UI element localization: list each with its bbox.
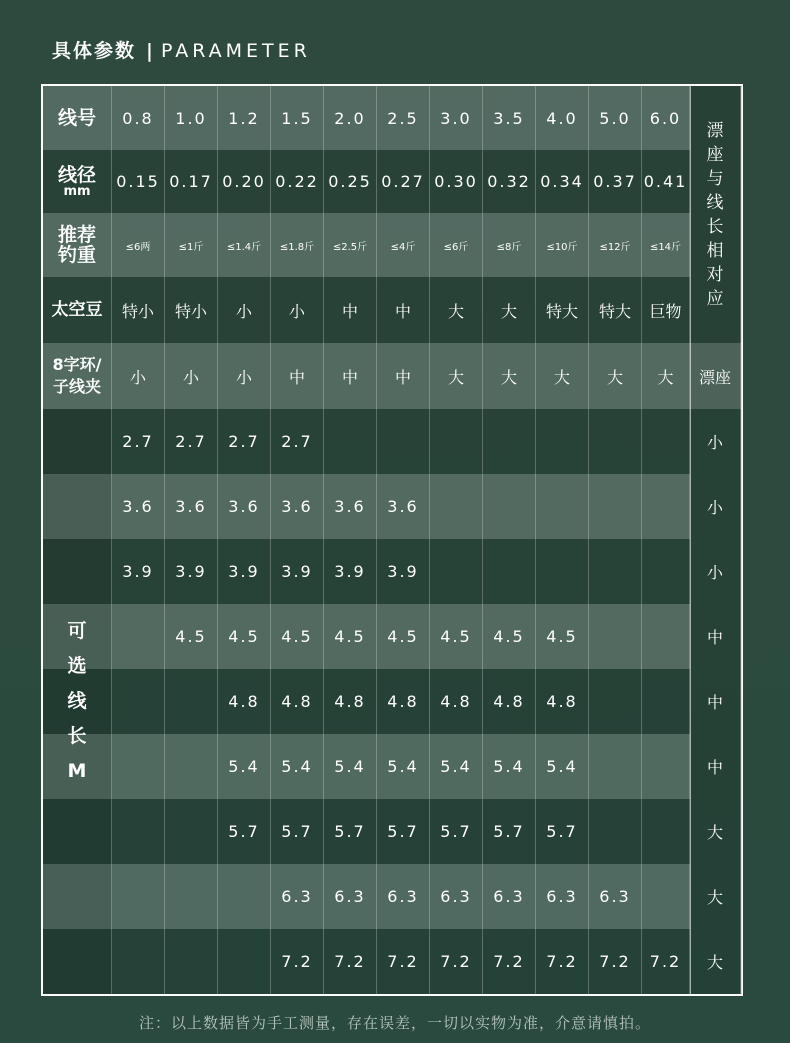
side-header-char: 对 <box>706 264 724 285</box>
length-cell: 3.6 <box>271 474 324 539</box>
label-diameter-text: 线径 <box>57 164 96 186</box>
seat-size-cell: 小 <box>690 539 741 604</box>
label-diameter <box>43 150 112 213</box>
length-cell: 4.8 <box>218 669 271 734</box>
length-cell <box>112 604 165 669</box>
length-cell <box>536 474 589 539</box>
bean-cell: 特大 <box>536 277 589 343</box>
diameter-cell: 0.27 <box>377 150 430 213</box>
bean-cell: 中 <box>324 277 377 343</box>
length-cell: 3.9 <box>112 539 165 604</box>
length-cell: 2.7 <box>271 409 324 474</box>
length-cell: 7.2 <box>377 929 430 994</box>
length-cell: 3.9 <box>324 539 377 604</box>
label-weight <box>43 213 112 277</box>
length-cell <box>430 409 483 474</box>
length-cell <box>324 409 377 474</box>
weight-cell: ≤12斤 <box>589 213 642 277</box>
length-cell <box>112 929 165 994</box>
length-cell: 5.4 <box>324 734 377 799</box>
ring-cell: 大 <box>430 343 483 409</box>
length-cell <box>589 474 642 539</box>
line-number-cell: 3.5 <box>483 86 536 150</box>
ring-cell: 大 <box>589 343 642 409</box>
length-cell: 4.5 <box>377 604 430 669</box>
diameter-cell: 0.22 <box>271 150 324 213</box>
length-cell <box>642 734 690 799</box>
diameter-cell: 0.34 <box>536 150 589 213</box>
length-cell: 5.7 <box>536 799 589 864</box>
length-cell <box>218 864 271 929</box>
ring-cell: 中 <box>377 343 430 409</box>
length-cell <box>165 799 218 864</box>
length-cell: 3.9 <box>218 539 271 604</box>
length-cell <box>430 474 483 539</box>
length-cell <box>589 734 642 799</box>
diameter-cell: 0.17 <box>165 150 218 213</box>
length-cell: 7.2 <box>642 929 690 994</box>
line-number-cell: 6.0 <box>642 86 690 150</box>
length-cell <box>165 669 218 734</box>
label-line-no: 线号 <box>43 86 112 150</box>
length-cell: 3.9 <box>377 539 430 604</box>
side-header-char: 应 <box>706 288 724 309</box>
weight-cell: ≤1.8斤 <box>271 213 324 277</box>
length-cell: 4.5 <box>271 604 324 669</box>
length-cell: 4.5 <box>324 604 377 669</box>
diameter-cell: 0.25 <box>324 150 377 213</box>
seat-size-cell: 小 <box>690 474 741 539</box>
length-cell <box>165 929 218 994</box>
diameter-cell: 0.20 <box>218 150 271 213</box>
diameter-cell: 0.37 <box>589 150 642 213</box>
weight-cell: ≤2.5斤 <box>324 213 377 277</box>
length-cell: 4.5 <box>483 604 536 669</box>
length-cell <box>430 539 483 604</box>
length-cell <box>483 474 536 539</box>
bean-cell: 小 <box>271 277 324 343</box>
length-cell: 5.4 <box>271 734 324 799</box>
length-cell <box>642 864 690 929</box>
weight-cell: ≤6斤 <box>430 213 483 277</box>
seat-size-cell: 大 <box>690 929 741 994</box>
length-cell <box>377 409 430 474</box>
parameter-table <box>41 84 743 996</box>
seat-size-cell: 大 <box>690 799 741 864</box>
ring-cell: 小 <box>165 343 218 409</box>
diameter-cell: 0.15 <box>112 150 165 213</box>
side-header-char: 座 <box>706 144 724 165</box>
bean-cell: 特大 <box>589 277 642 343</box>
length-cell <box>536 539 589 604</box>
length-cell <box>112 864 165 929</box>
length-cell: 2.7 <box>218 409 271 474</box>
length-cell <box>165 734 218 799</box>
length-cell: 6.3 <box>271 864 324 929</box>
length-cell <box>642 539 690 604</box>
line-number-cell: 2.5 <box>377 86 430 150</box>
label-bean: 太空豆 <box>43 277 112 343</box>
weight-cell: ≤8斤 <box>483 213 536 277</box>
label-length-char: 可 <box>67 620 87 642</box>
label-ring-ring_line1: 8字环/ <box>52 355 102 374</box>
length-cell: 4.5 <box>218 604 271 669</box>
label-weight-weight_line2: 钓重 <box>57 244 96 266</box>
line-number-cell: 1.5 <box>271 86 324 150</box>
bean-cell: 小 <box>218 277 271 343</box>
length-cell: 5.4 <box>377 734 430 799</box>
length-cell: 7.2 <box>324 929 377 994</box>
length-cell: 4.5 <box>165 604 218 669</box>
length-cell: 3.6 <box>218 474 271 539</box>
length-cell: 5.4 <box>218 734 271 799</box>
length-cell: 3.6 <box>165 474 218 539</box>
ring-cell: 大 <box>642 343 690 409</box>
line-number-cell: 4.0 <box>536 86 589 150</box>
label-length-char: 选 <box>67 655 87 677</box>
label-diameter-unit: mm <box>63 184 91 199</box>
footer-note: 注：以上数据皆为手工测量，存在误差，一切以实物为准，介意请慎拍。 <box>138 1014 651 1032</box>
diameter-cell: 0.30 <box>430 150 483 213</box>
seat-size-cell: 大 <box>690 864 741 929</box>
weight-cell: ≤10斤 <box>536 213 589 277</box>
length-cell: 5.4 <box>536 734 589 799</box>
line-number-cell: 3.0 <box>430 86 483 150</box>
length-cell: 7.2 <box>536 929 589 994</box>
length-cell: 6.3 <box>483 864 536 929</box>
side-header-char: 相 <box>706 240 724 261</box>
seat-size-cell: 中 <box>690 604 741 669</box>
length-cell <box>483 539 536 604</box>
ring-cell: 中 <box>324 343 377 409</box>
length-cell <box>112 669 165 734</box>
line-number-cell: 5.0 <box>589 86 642 150</box>
line-number-cell: 0.8 <box>112 86 165 150</box>
length-cell: 6.3 <box>536 864 589 929</box>
length-cell <box>218 929 271 994</box>
length-cell <box>483 409 536 474</box>
bean-cell: 特小 <box>165 277 218 343</box>
length-cell <box>589 799 642 864</box>
side-header-char: 长 <box>706 216 724 237</box>
length-cell <box>165 864 218 929</box>
ring-cell: 中 <box>271 343 324 409</box>
side-header <box>690 86 741 343</box>
ring-cell: 大 <box>483 343 536 409</box>
length-cell <box>112 799 165 864</box>
length-cell: 5.7 <box>324 799 377 864</box>
label-length-char: 长 <box>67 725 87 747</box>
diameter-cell: 0.41 <box>642 150 690 213</box>
weight-cell: ≤1斤 <box>165 213 218 277</box>
ring-cell: 大 <box>536 343 589 409</box>
length-cell: 4.8 <box>271 669 324 734</box>
weight-cell: ≤6两 <box>112 213 165 277</box>
ring-cell: 小 <box>112 343 165 409</box>
side-header-char: 漂 <box>706 120 724 141</box>
length-cell: 3.6 <box>377 474 430 539</box>
length-cell <box>589 604 642 669</box>
length-cell: 4.8 <box>483 669 536 734</box>
length-cell: 7.2 <box>430 929 483 994</box>
length-cell <box>642 604 690 669</box>
length-cell: 7.2 <box>483 929 536 994</box>
length-cell: 4.8 <box>377 669 430 734</box>
label-length <box>43 409 112 994</box>
label-weight-weight_line1: 推荐 <box>57 224 96 246</box>
length-cell: 5.7 <box>218 799 271 864</box>
bean-cell: 大 <box>430 277 483 343</box>
length-cell: 5.7 <box>430 799 483 864</box>
side-header-char: 线 <box>706 192 724 213</box>
length-cell: 3.6 <box>112 474 165 539</box>
length-cell: 5.7 <box>271 799 324 864</box>
length-cell: 4.5 <box>430 604 483 669</box>
weight-cell: ≤4斤 <box>377 213 430 277</box>
label-ring <box>43 343 112 409</box>
length-cell <box>642 474 690 539</box>
seat-size-cell: 小 <box>690 409 741 474</box>
side-header-char: 与 <box>706 168 724 189</box>
line-number-cell: 1.0 <box>165 86 218 150</box>
length-cell: 6.3 <box>430 864 483 929</box>
length-cell: 4.8 <box>536 669 589 734</box>
length-cell: 7.2 <box>271 929 324 994</box>
length-cell: 4.5 <box>536 604 589 669</box>
length-cell: 6.3 <box>589 864 642 929</box>
diameter-cell: 0.32 <box>483 150 536 213</box>
length-cell: 5.4 <box>483 734 536 799</box>
length-cell: 3.6 <box>324 474 377 539</box>
length-cell <box>112 734 165 799</box>
title-en: PARAMETER <box>160 40 311 62</box>
side-seat-label: 漂座 <box>690 343 741 409</box>
bean-cell: 大 <box>483 277 536 343</box>
length-cell <box>589 409 642 474</box>
length-cell <box>642 799 690 864</box>
title-separator: | <box>146 40 155 62</box>
seat-size-cell: 中 <box>690 734 741 799</box>
bean-cell: 巨物 <box>642 277 690 343</box>
length-cell <box>642 409 690 474</box>
label-length-char: 线 <box>67 690 87 712</box>
length-cell <box>589 539 642 604</box>
length-cell: 5.7 <box>483 799 536 864</box>
page-title <box>52 36 311 63</box>
length-cell: 6.3 <box>324 864 377 929</box>
length-cell: 6.3 <box>377 864 430 929</box>
line-number-cell: 2.0 <box>324 86 377 150</box>
length-cell: 5.7 <box>377 799 430 864</box>
length-cell: 7.2 <box>589 929 642 994</box>
seat-size-cell: 中 <box>690 669 741 734</box>
bean-cell: 中 <box>377 277 430 343</box>
length-cell: 2.7 <box>165 409 218 474</box>
length-cell: 5.4 <box>430 734 483 799</box>
length-cell: 4.8 <box>430 669 483 734</box>
length-cell <box>642 669 690 734</box>
label-ring-ring_line2: 子线夹 <box>52 377 101 396</box>
ring-cell: 小 <box>218 343 271 409</box>
bean-cell: 特小 <box>112 277 165 343</box>
length-cell: 2.7 <box>112 409 165 474</box>
weight-cell: ≤14斤 <box>642 213 690 277</box>
title-cn: 具体参数 <box>52 40 137 62</box>
label-length-char: M <box>67 760 87 782</box>
length-cell <box>536 409 589 474</box>
length-cell <box>589 669 642 734</box>
length-cell: 4.8 <box>324 669 377 734</box>
length-cell: 3.9 <box>165 539 218 604</box>
weight-cell: ≤1.4斤 <box>218 213 271 277</box>
length-cell: 3.9 <box>271 539 324 604</box>
line-number-cell: 1.2 <box>218 86 271 150</box>
